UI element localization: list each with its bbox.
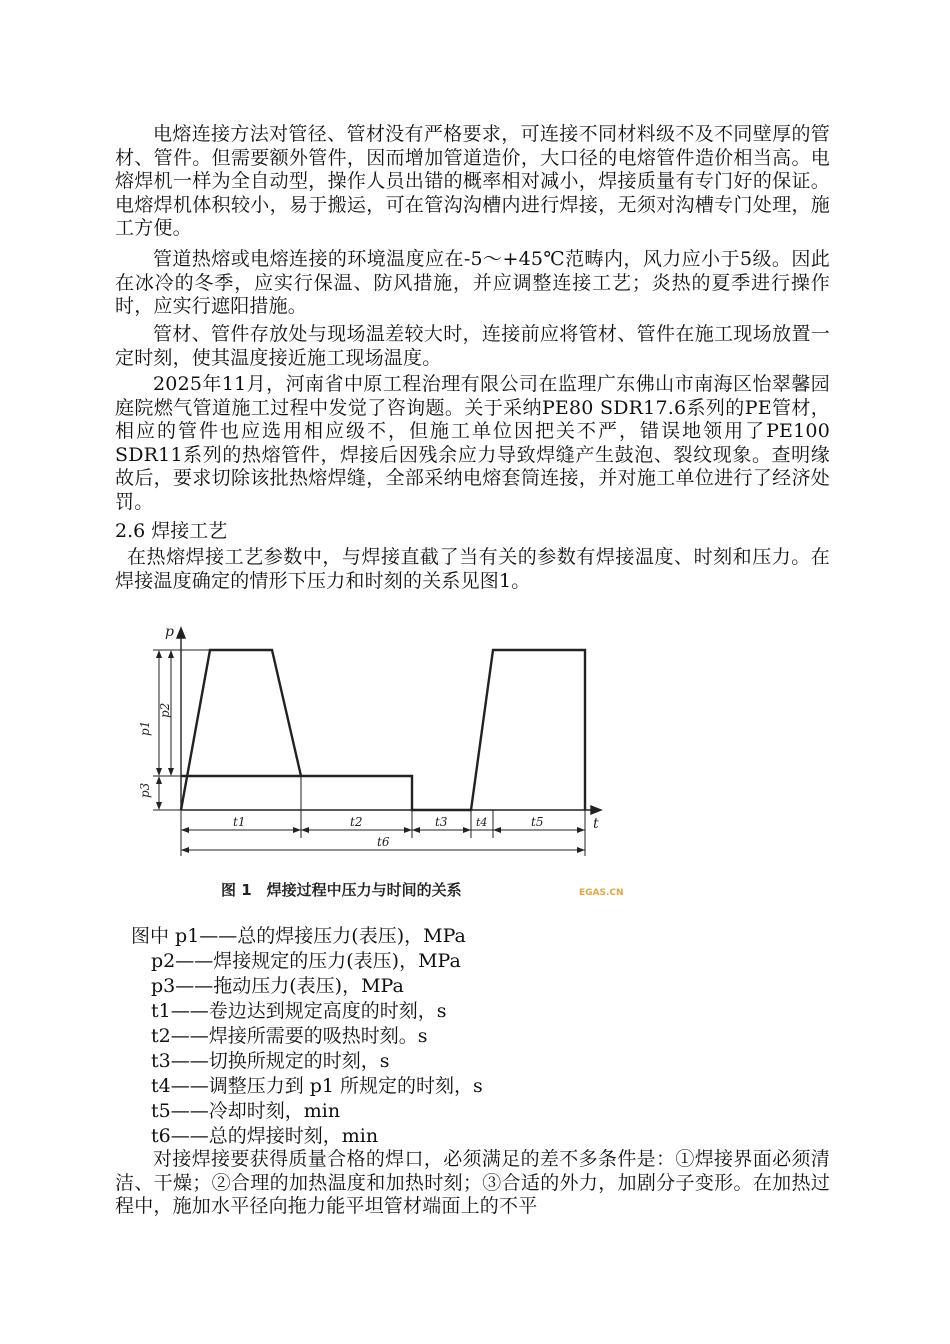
figure-caption: 图 1 焊接过程中压力与时间的关系 xyxy=(221,881,462,899)
legend-item: t5——冷却时刻，min xyxy=(151,1100,341,1122)
t-axis-label: t xyxy=(593,816,599,832)
t5-label: t5 xyxy=(531,815,544,829)
paragraph-ambient-temperature: 管道热熔或电熔连接的环境温度应在-5～+45℃范畴内，风力应小于5级。因此在冰冷的冬季，应实行保温、防风措施，并应调整连接工艺；炎热的夏季进行操作时，应实行遮阳措施。 xyxy=(115,248,830,317)
p2-label: p2 xyxy=(158,702,172,718)
paragraph-electrofusion: 电熔连接方法对管径、管材没有严格要求，可连接不同材料级不及不同壁厚的管材、管件。但需要额外管件，因而增加管道造价，大口径的电熔管件造价相当高。电熔焊机一样为全自动型，操作人员出错的概率相对减小，焊接质量有专门好的保证。电熔焊机体积较小，易于搬运，可在管沟沟槽内进行焊接，无须对沟槽专门处理，施工方便。 xyxy=(115,123,830,239)
pressure-curve xyxy=(181,650,585,810)
p-axis-arrow xyxy=(177,628,185,638)
paragraph-butt-fusion: 对接焊接要获得质量合格的焊口，必须满足的差不多条件是：①焊接界面必须清洁、干燥；②合理的加热温度和加热时刻；③合适的外力，加剧分子变形。在加热过程中，施加水平径向拖力能平坦管材端面上的不平 xyxy=(115,1148,830,1217)
p1-label: p1 xyxy=(138,720,152,736)
legend-item: p2——焊接规定的压力(表压)，MPa xyxy=(151,950,461,972)
watermark-logo: EGAS.CN xyxy=(579,888,624,898)
p3-label: p3 xyxy=(138,782,152,798)
legend-item: p3——拖动压力(表压)，MPa xyxy=(151,975,404,997)
t3-label: t3 xyxy=(435,815,448,829)
t2-label: t2 xyxy=(350,815,363,829)
paragraph-process-parameters: 在热熔焊接工艺参数中，与焊接直截了当有关的参数有焊接温度、时刻和压力。在焊接温度确定的情形下压力和时刻的关系见图1。 xyxy=(115,546,830,592)
t6-label: t6 xyxy=(377,835,390,849)
t1-label: t1 xyxy=(233,815,246,829)
figure-pressure-time xyxy=(115,612,624,912)
t4-label: t4 xyxy=(476,816,488,829)
paragraph-storage: 管材、管件存放处与现场温差较大时，连接前应将管材、管件在施工现场放置一定时刻，使其温度接近施工现场温度。 xyxy=(115,323,830,369)
legend-item: t2——焊接所需要的吸热时刻。s xyxy=(151,1025,428,1047)
legend-item: t1——卷边达到规定高度的时刻，s xyxy=(151,1000,447,1022)
legend-item: t4——调整压力到 p1 所规定的时刻，s xyxy=(151,1075,483,1097)
legend-item: t3——切换所规定的时刻，s xyxy=(151,1050,390,1072)
legend-item: t6——总的焊接时刻，min xyxy=(151,1125,379,1147)
section-heading: 2.6 焊接工艺 xyxy=(115,520,228,542)
t-axis-arrow xyxy=(591,806,601,814)
p-axis-label: p xyxy=(165,624,174,640)
symbol-legend xyxy=(115,924,830,1149)
legend-item: 图中 p1——总的焊接压力(表压)，MPa xyxy=(131,925,466,947)
paragraph-case-study: 2025年11月，河南省中原工程治理有限公司在监理广东佛山市南海区怡翠馨园庭院燃气管道施工过程中发觉了咨询题。关于采纳PE80 SDR17.6系列的PE管材，相应的管件也应选用相应级不，但施工单位因把关不严，错误地领用了PE100 SDR11系列的热熔管件，焊接后因残余应力导致焊缝产生鼓泡、裂纹现象。查明缘故后，要求切除该批热熔焊缝，全部采纳电熔套筒连接，并对施工单位进行了经济处罚。 xyxy=(115,373,830,513)
